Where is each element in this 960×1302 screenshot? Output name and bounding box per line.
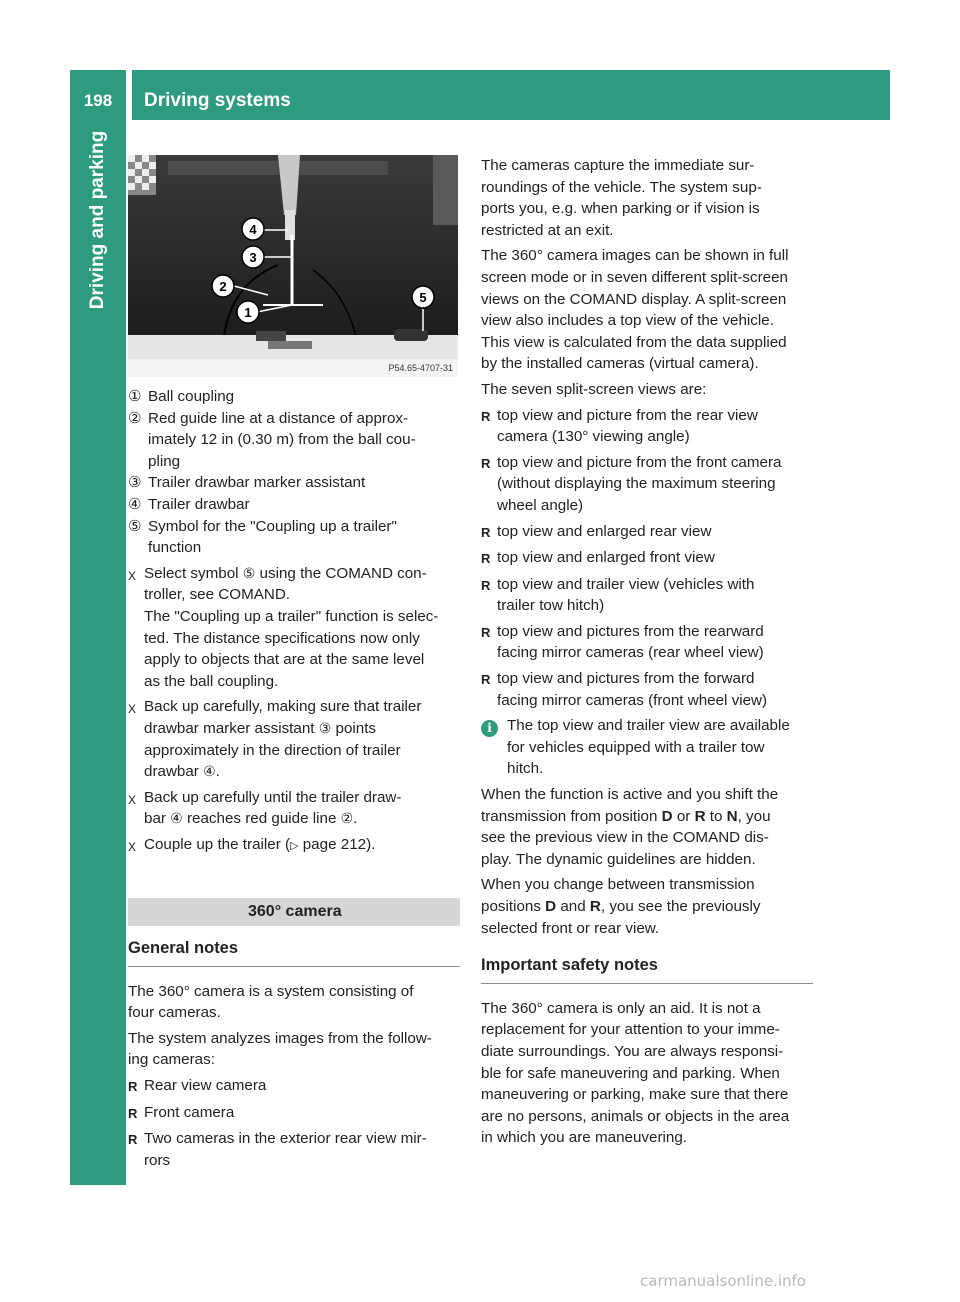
status-icon (256, 331, 286, 341)
bullet-icon: R (128, 1079, 138, 1095)
list-item: R top view and enlarged rear view (481, 521, 813, 544)
side-tab-label: Driving and parking (87, 130, 108, 310)
page-reference-link[interactable]: page 212). (298, 835, 376, 853)
page-header (70, 70, 890, 120)
callout-2 (212, 275, 234, 297)
list-item: R top view and picture from the front camera (without displaying the maximum steering wheel angle) (481, 452, 813, 517)
bullet-icon: R (481, 524, 491, 540)
rear-camera-figure (128, 155, 458, 377)
callout-3 (242, 246, 264, 268)
instruction-step: X Select symbol ⑤ using the COMAND con- troller, see COMAND. The "Coupling up a trailer" function is selec- ted. The distance specifications now only apply to objects that are at the same level as the ball coupling. (128, 563, 460, 693)
legend-item: ③ Trailer drawbar marker assistant (128, 474, 366, 492)
bullet-icon: R (481, 672, 491, 688)
paragraph: When the function is active and you shift the transmission from position D or R to N, you see the previous view in the COMAND dis- play. The dynamic guidelines are hidden. (481, 786, 779, 868)
legend-item: ② Red guide line at a distance of approx- imately 12 in (0.30 m) from the ball cou- pling (128, 409, 416, 470)
svg-text:3: 3 (249, 250, 257, 265)
bullet-icon: R (128, 1132, 138, 1148)
list-item: R top view and picture from the rear view camera (130° viewing angle) (481, 405, 813, 448)
status-bar (268, 341, 312, 349)
list-item: R top view and pictures from the rearward facing mirror cameras (rear wheel view) (481, 621, 813, 664)
paragraph: The system analyzes images from the follow- ing cameras: (128, 1029, 432, 1069)
instruction-step: X Back up carefully until the trailer draw- bar ④ reaches red guide line ②. (128, 787, 460, 830)
bullet-icon: R (128, 1105, 138, 1121)
arrow-icon: X (128, 568, 137, 583)
chapter-title: Driving systems (132, 70, 890, 120)
list-item: R top view and trailer view (vehicles with trailer tow hitch) (481, 574, 813, 617)
svg-text:5: 5 (419, 290, 427, 305)
info-icon: i (481, 720, 498, 737)
instruction-step: X Back up carefully, making sure that trailer drawbar marker assistant ③ points approximately in the direction of trailer drawbar ④. (128, 696, 460, 782)
info-note: i The top view and trailer view are available for vehicles equipped with a trailer tow hitch. (481, 715, 813, 780)
checker-pattern (128, 155, 156, 195)
svg-text:4: 4 (249, 222, 257, 237)
left-column (128, 386, 460, 1171)
arrow-icon: X (128, 702, 137, 717)
list-item: R Rear view camera (128, 1075, 460, 1098)
callout-4 (242, 218, 264, 240)
bullet-icon: R (481, 408, 491, 424)
subsection-heading: General notes (128, 938, 460, 967)
bullet-icon: R (481, 624, 491, 640)
callout-5 (412, 286, 434, 308)
subsection-heading: Important safety notes (481, 955, 813, 984)
list-item: R Front camera (128, 1102, 460, 1125)
svg-text:1: 1 (244, 305, 252, 320)
paragraph: The 360° camera images can be shown in full screen mode or in seven different split-screen views on the COMAND display. A split-screen view also includes a top view of the vehicle. This view is calculated from the data supplied by the installed cameras (virtual camera). (481, 247, 789, 373)
bullet-icon: R (481, 551, 491, 567)
tree-shape (433, 155, 458, 225)
side-tab-label-box (70, 120, 126, 320)
paragraph: The seven split-screen views are: (481, 380, 707, 398)
paragraph: The 360° camera is only an aid. It is not a replacement for your attention to your imme- diate surroundings. You are always responsi- ble for safe maneuvering and parking. When maneuvering or parking, make sure that there are no persons, animals or objects in the area in which you are maneuvering. (481, 999, 790, 1147)
top-banner (168, 161, 388, 175)
camera-image (128, 155, 458, 377)
list-item: R top view and enlarged front view (481, 547, 813, 570)
svg-text:2: 2 (219, 279, 227, 294)
paragraph: The 360° camera is a system consisting of four cameras. (128, 982, 414, 1022)
instruction-step: X Couple up the trailer (▷ page 212). (128, 834, 460, 859)
instruction-note: The "Coupling up a trailer" function is selec- ted. The distance specifications now only apply to objects that are at the same level as the ball coupling. (144, 607, 439, 690)
figure-reference: P54.65-4707-31 (388, 363, 453, 373)
arrow-icon: X (128, 792, 137, 807)
page-ref-icon: ▷ (290, 839, 299, 852)
bullet-icon: R (481, 455, 491, 471)
legend-item: ① Ball coupling (128, 388, 235, 405)
list-item: R top view and pictures from the forward facing mirror cameras (front wheel view) (481, 668, 813, 711)
legend-item: ④ Trailer drawbar (128, 495, 250, 513)
callout-1 (237, 301, 259, 323)
paragraph: The cameras capture the immediate sur- roundings of the vehicle. The system sup- ports you, e.g. when parking or if vision is restricted at an exit. (481, 157, 762, 239)
legend-item: ⑤ Symbol for the "Coupling up a trailer" function (128, 517, 397, 557)
section-title: 360° camera (128, 898, 460, 926)
right-column (481, 155, 813, 1149)
arrow-icon: X (128, 839, 137, 854)
list-item: R Two cameras in the exterior rear view mir- rors (128, 1128, 460, 1171)
paragraph: When you change between transmission positions D and R, you see the previously selected front or rear view. (481, 876, 761, 937)
watermark: carmanualsonline.info (640, 1272, 806, 1290)
bullet-icon: R (481, 577, 491, 593)
page-number: 198 (70, 70, 126, 120)
